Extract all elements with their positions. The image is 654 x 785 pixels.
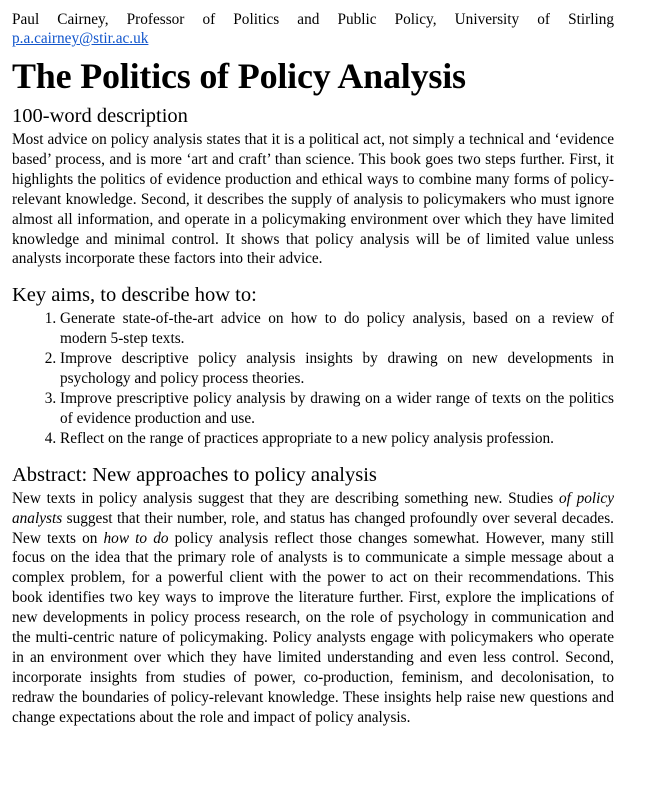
- list-item: 3. Improve prescriptive policy analysis by drawing on a wider range of texts on the politics of evidence production and use.: [60, 389, 614, 429]
- description-heading: 100-word description: [12, 105, 188, 127]
- aims-heading: Key aims, to describe how to:: [12, 284, 257, 307]
- abstract-text: [12, 489, 614, 728]
- list-item: 1. Generate state-of-the-art advice on how to do policy analysis, based on a review of modern 5-step texts.: [60, 309, 614, 349]
- abstract-emphasis-how-to-do: how to do: [103, 529, 169, 547]
- list-item: 2. Improve descriptive policy analysis insights by drawing on new developments in psychology and policy process theories.: [60, 349, 614, 389]
- aims-section: [12, 283, 614, 448]
- description-section: [12, 104, 614, 269]
- document-title: The Politics of Policy Analysis: [12, 56, 466, 96]
- abstract-heading: Abstract: New approaches to policy analysis: [12, 463, 377, 486]
- aims-list: [12, 309, 614, 448]
- abstract-section: [12, 463, 614, 728]
- abstract-emphasis-policy-analysts: of policy analysts: [12, 489, 614, 527]
- description-text: Most advice on policy analysis states that it is a political act, not simply a technical and ‘evidence based’ process, and is more ‘art and craft’ than science. This book goes two steps further. First, it highlights the politics of evidence production and ethical ways to combine many forms of policy-relevant knowledge. Second, it describes the supply of analysis to policymakers who must ignore almost all information, and operate in a policymaking environment over which they have limited knowledge and minimal control. It shows that policy analysis will be of limited value unless analysts incorporate these factors into their advice.: [12, 131, 614, 268]
- abstract-text-part1: New texts in policy analysis suggest that they are describing something new. Studies: [12, 489, 559, 507]
- list-item: 4. Reflect on the range of practices appropriate to a new policy analysis profession.: [60, 429, 614, 449]
- author-line: Paul Cairney, Professor of Politics and Public Policy, University of Stirling: [12, 11, 614, 28]
- author-email-link[interactable]: p.a.cairney@stir.ac.uk: [12, 30, 149, 47]
- abstract-text-part3: policy analysis reflect those changes somewhat. However, many still focus on the idea that the primary role of analysts is to communicate a simple message about a complex problem, for a powerful client with the power to act on their recommendations. This book identifies two key ways to improve the literature further. First, explore the implications of new developments in policy process research, on the role of psychology in communication and the multi-centric nature of policymaking. Policy analysts engage with policymakers who operate in an environment over which they have limited understanding and even less control. Second, incorporate insights from studies of power, co-production, feminism, and decolonisation, to redraw the boundaries of policy-relevant knowledge. These insights help raise new questions and change expectations about the role and impact of policy analysis.: [12, 529, 615, 726]
- abstract-text-part2: suggest that their number, role, and status has changed profoundly over several decades. New texts on: [12, 509, 614, 547]
